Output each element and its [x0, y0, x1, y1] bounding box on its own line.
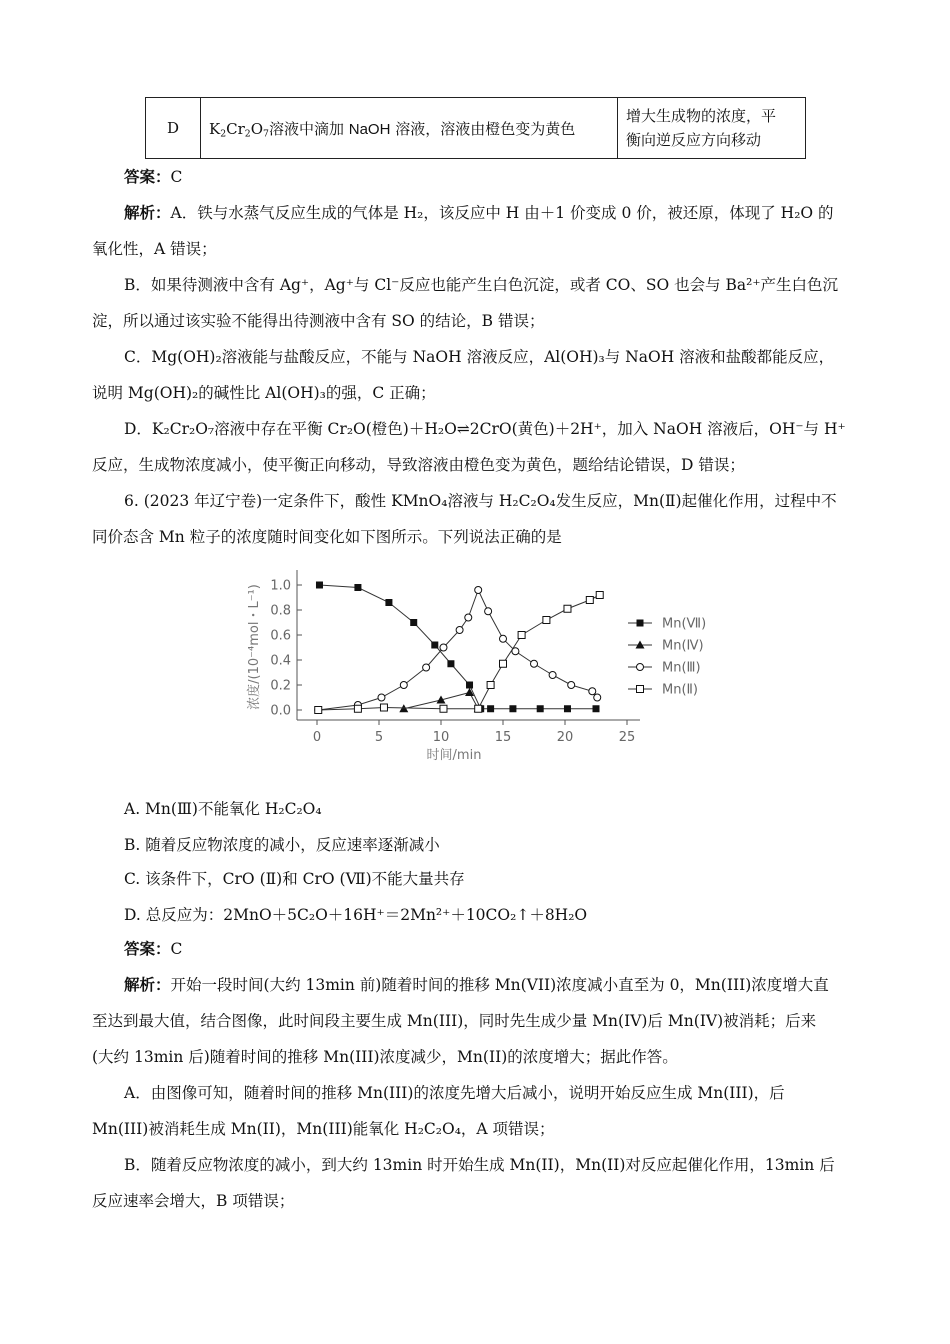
answer-value: C	[170, 940, 183, 958]
experiment-post: 溶液，溶液由橙色变为黄色	[395, 119, 576, 138]
data-point	[466, 682, 473, 689]
y-tick-label: 0.0	[270, 703, 291, 719]
analysis-b-line-2: 反应速率会增大，B 项错误；	[92, 1192, 295, 1210]
legend-label: Mn(Ⅱ)	[662, 682, 698, 698]
y-tick-label: 0.8	[270, 603, 291, 619]
data-point	[385, 599, 392, 606]
data-point	[431, 642, 438, 649]
data-point	[568, 682, 575, 689]
experiment-naoh: NaOH	[348, 120, 391, 138]
y-tick-label: 0.2	[270, 678, 291, 694]
answer-label: 答案：	[124, 939, 171, 958]
series-1	[316, 582, 600, 713]
analysis-line-2: 至达到最大值，结合图像，此时间段主要生成 Mn(III)，同时先生成少量 Mn(IV)后 Mn(IV)被消耗；后来	[92, 1012, 817, 1030]
analysis-line	[124, 201, 834, 223]
data-point	[487, 682, 494, 689]
legend-label: Mn(Ⅶ)	[662, 616, 707, 632]
data-point	[475, 587, 482, 594]
y-tick-label: 1.0	[270, 578, 291, 594]
analysis-a-line-2: Mn(III)被消耗生成 Mn(II)，Mn(III)能氧化 H₂C₂O₄，A 项错误；	[92, 1120, 555, 1138]
data-point	[410, 619, 417, 626]
conclusion-line-2: 衡向逆反应方向移动	[626, 131, 762, 149]
x-tick-label: 25	[618, 730, 636, 745]
experiment-cell: $K_2Cr_2O_7$溶液中滴加 NaOH 溶液，溶液由橙色变为黄色	[201, 98, 618, 159]
answer-label: 答案：	[124, 167, 171, 186]
analysis-c-line-2: 说明 Mg(OH)₂的碱性比 Al(OH)₃的强，C 正确；	[92, 384, 436, 402]
series-line	[319, 585, 596, 709]
data-point	[447, 660, 454, 667]
data-point	[593, 705, 600, 712]
y-tick-label: 0.4	[270, 653, 291, 669]
data-point	[596, 592, 603, 599]
data-point	[475, 705, 482, 712]
data-point	[354, 705, 361, 712]
answer-line-q6	[124, 937, 182, 959]
legend-label: Mn(Ⅳ)	[662, 638, 704, 654]
option-letter: D	[146, 98, 201, 159]
data-point	[380, 704, 387, 711]
y-tick-label: 0.6	[270, 628, 291, 644]
analysis-a-line-2: 氧化性，A 错误；	[92, 240, 217, 258]
analysis-b-line-1: B．如果待测液中含有 Ag⁺，Ag⁺与 Cl⁻反应也能产生白色沉淀，或者 CO、SO 也会与 Ba²⁺产生白色沉	[124, 276, 839, 294]
data-point	[543, 617, 550, 624]
data-point	[518, 632, 525, 639]
data-point	[637, 664, 644, 671]
data-point	[564, 705, 571, 712]
data-point	[354, 584, 361, 591]
plot-area	[246, 570, 706, 763]
data-point	[315, 707, 322, 714]
x-tick-label: 10	[432, 730, 450, 745]
data-point	[456, 627, 463, 634]
analysis-b-line-1: B．随着反应物浓度的减小，到大约 13min 时开始生成 Mn(II)，Mn(II)对反应起催化作用，13min 后	[124, 1156, 835, 1174]
data-point	[549, 672, 556, 679]
analysis-line-q6	[124, 973, 829, 995]
data-point	[440, 644, 447, 651]
data-point	[378, 694, 385, 701]
data-point	[500, 660, 507, 667]
x-tick-label: 5	[374, 730, 384, 745]
data-point	[594, 694, 601, 701]
option-d: D. 总反应为：2MnO＋5C₂O＋16H⁺＝2Mn²⁺＋10CO₂↑＋8H₂O	[124, 906, 588, 924]
data-point	[465, 614, 472, 621]
experiment-mid: 溶液中滴加	[268, 119, 344, 138]
series-3	[315, 587, 601, 714]
data-point	[564, 605, 571, 612]
analysis-line-3: (大约 13min 后)随着时间的推移 Mn(III)浓度减少，Mn(II)的浓度增大；据此作答。	[92, 1048, 678, 1066]
data-point	[586, 597, 593, 604]
analysis-d-line-1: D．K₂Cr₂O₇溶液中存在平衡 Cr₂O(橙色)＋H₂O⇌2CrO(黄色)＋2H⁺，加入 NaOH 溶液后，OH⁻与 H⁺	[124, 420, 846, 438]
data-point	[400, 682, 407, 689]
data-point	[531, 660, 538, 667]
formula-k: K	[209, 119, 221, 138]
series-layer	[315, 582, 603, 714]
data-point	[440, 705, 447, 712]
legend-label: Mn(Ⅲ)	[662, 660, 701, 676]
x-ticks	[313, 720, 635, 745]
option-b: B. 随着反应物浓度的减小，反应速率逐渐减小	[124, 836, 440, 854]
analysis-a-line-1: A．铁与水蒸气反应生成的气体是 H₂，该反应中 H 由＋1 价变成 0 价，被还原，体现了 H₂O 的	[170, 204, 834, 222]
data-point	[487, 705, 494, 712]
answer-value: C	[170, 168, 183, 186]
option-a: A. Mn(Ⅲ)不能氧化 H₂C₂O₄	[124, 800, 322, 818]
analysis-d-line-2: 反应，生成物浓度减小，使平衡正向移动，导致溶液由橙色变为黄色，题给结论错误，D 错误；	[92, 456, 745, 474]
data-point	[423, 664, 430, 671]
option-table	[145, 97, 806, 159]
question-stem-line-1: 6. (2023 年辽宁卷)一定条件下，酸性 KMnO₄溶液与 H₂C₂O₄发生反应，Mn(Ⅱ)起催化作用，过程中不	[124, 492, 837, 510]
conclusion-cell	[618, 98, 806, 159]
data-point	[537, 705, 544, 712]
data-point	[316, 582, 323, 589]
data-point	[500, 635, 507, 642]
series-line	[318, 595, 599, 710]
analysis-label: 解析：	[124, 975, 171, 994]
data-point	[637, 686, 644, 693]
table-row	[146, 98, 806, 159]
concentration-chart	[240, 565, 720, 765]
legend	[628, 617, 706, 698]
conclusion-line-1: 增大生成物的浓度，平	[626, 107, 777, 125]
series-line	[318, 590, 597, 710]
x-tick-label: 0	[312, 730, 322, 745]
data-point	[509, 705, 516, 712]
option-c: C. 该条件下，CrO (Ⅱ)和 CrO (Ⅶ)不能大量共存	[124, 870, 465, 888]
analysis-line-1: 开始一段时间(大约 13min 前)随着时间的推移 Mn(VII)浓度减小直至为 0，Mn(III)浓度增大直	[170, 976, 829, 994]
answer-line	[124, 165, 182, 187]
question-stem-line-2: 同价态含 Mn 粒子的浓度随时间变化如下图所示。下列说法正确的是	[92, 528, 562, 546]
analysis-b-line-2: 淀，所以通过该实验不能得出待测液中含有 SO 的结论，B 错误；	[92, 312, 545, 330]
x-tick-label: 15	[494, 730, 512, 745]
x-axis-label: 时间/min	[426, 748, 482, 763]
x-tick-label: 20	[556, 730, 574, 745]
y-axis-label: 浓度/(10⁻⁴mol・L⁻¹)	[247, 584, 262, 710]
data-point	[637, 620, 644, 627]
data-point	[589, 688, 596, 695]
analysis-label: 解析：	[124, 203, 171, 222]
data-point	[485, 608, 492, 615]
analysis-c-line-1: C．Mg(OH)₂溶液能与盐酸反应，不能与 NaOH 溶液反应，Al(OH)₃与 NaOH 溶液和盐酸都能反应，	[124, 348, 835, 366]
analysis-a-line-1: A．由图像可知，随着时间的推移 Mn(III)的浓度先增大后减小，说明开始反应生成 Mn(III)，后	[124, 1084, 785, 1102]
